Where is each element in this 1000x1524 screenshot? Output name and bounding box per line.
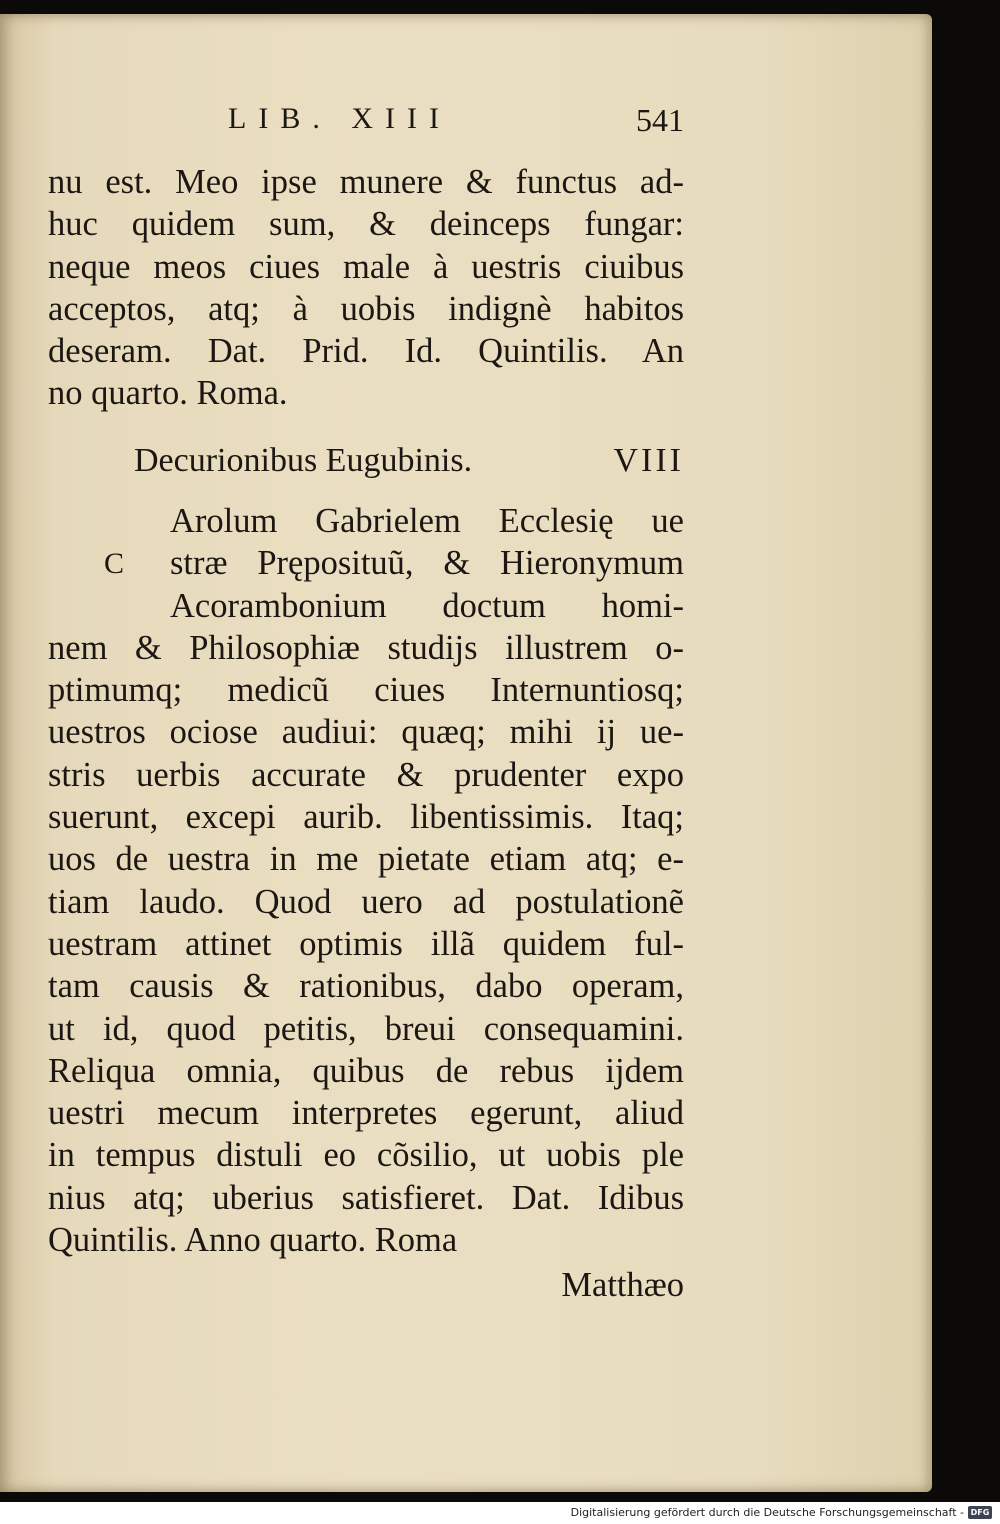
text-line: stræ Pręposituũ, & Hieronymum <box>170 544 684 583</box>
text-line: stris uerbis accurate & prudenter expo <box>48 755 684 794</box>
text-line: no quarto. Roma. <box>48 374 288 413</box>
text-line: Quintilis. Anno quarto. Roma <box>48 1221 458 1260</box>
book-page <box>0 14 932 1492</box>
text-line: acceptos, atq; à uobis indignè habitos <box>48 289 684 328</box>
text-line: Arolum Gabrielem Ecclesię ue <box>170 502 684 540</box>
text-line: neque meos ciues male à uestris ciuibus <box>48 247 684 286</box>
text-line: nem & Philosophiæ studijs illustrem o- <box>48 628 684 667</box>
footer-bar <box>0 1502 1000 1524</box>
catchword: Matthæo <box>561 1266 684 1304</box>
funding-credit: Digitalisierung gefördert durch die Deutsche Forschungsgemeinschaft - <box>570 1506 964 1519</box>
text-line: nius atq; uberius satisfieret. Dat. Idibus <box>48 1178 684 1217</box>
letter-heading <box>48 442 684 486</box>
dfg-logo: DFG <box>968 1506 992 1519</box>
running-title: LIB. XIII <box>228 102 451 135</box>
text-line: deseram. Dat. Prid. Id. Quintilis. An <box>48 332 684 371</box>
text-line: uestram attinet optimis illã quidem ful- <box>48 924 684 963</box>
text-line: tiam laudo. Quod uero ad postulationẽ <box>48 882 684 921</box>
letter-recipient: Decurionibus Eugubinis. <box>134 442 473 479</box>
paragraph-1 <box>48 161 684 415</box>
text-line: huc quidem sum, & deinceps fungar: <box>48 205 684 244</box>
text-line: nu est. Meo ipse munere & functus ad- <box>48 163 684 201</box>
page-number: 541 <box>636 102 684 138</box>
text-line: in tempus distuli eo cõsilio, ut uobis ple <box>48 1136 684 1175</box>
text-line: Reliqua omnia, quibus de rebus ijdem <box>48 1051 684 1090</box>
text-line: suerunt, excepi aurib. libentissimis. Itaq; <box>48 798 684 837</box>
text-line: ptimumq; medicũ ciues Internuntiosq; <box>48 671 684 710</box>
text-line: Acorambonium doctum homi- <box>170 586 684 625</box>
text-line: ut id, quod petitis, breui consequamini. <box>48 1009 684 1048</box>
text-line: uestros ociose audiui: quæq; mihi ij ue- <box>48 713 684 752</box>
initial-letter: C <box>104 547 125 580</box>
text-line: uos de uestra in me pietate etiam atq; e- <box>48 840 684 879</box>
paragraph-2 <box>48 500 684 1261</box>
running-head <box>48 102 684 142</box>
letter-number: VIII <box>613 442 684 479</box>
text-line: uestri mecum interpretes egerunt, aliud <box>48 1094 684 1133</box>
text-line: tam causis & rationibus, dabo operam, <box>48 967 684 1006</box>
